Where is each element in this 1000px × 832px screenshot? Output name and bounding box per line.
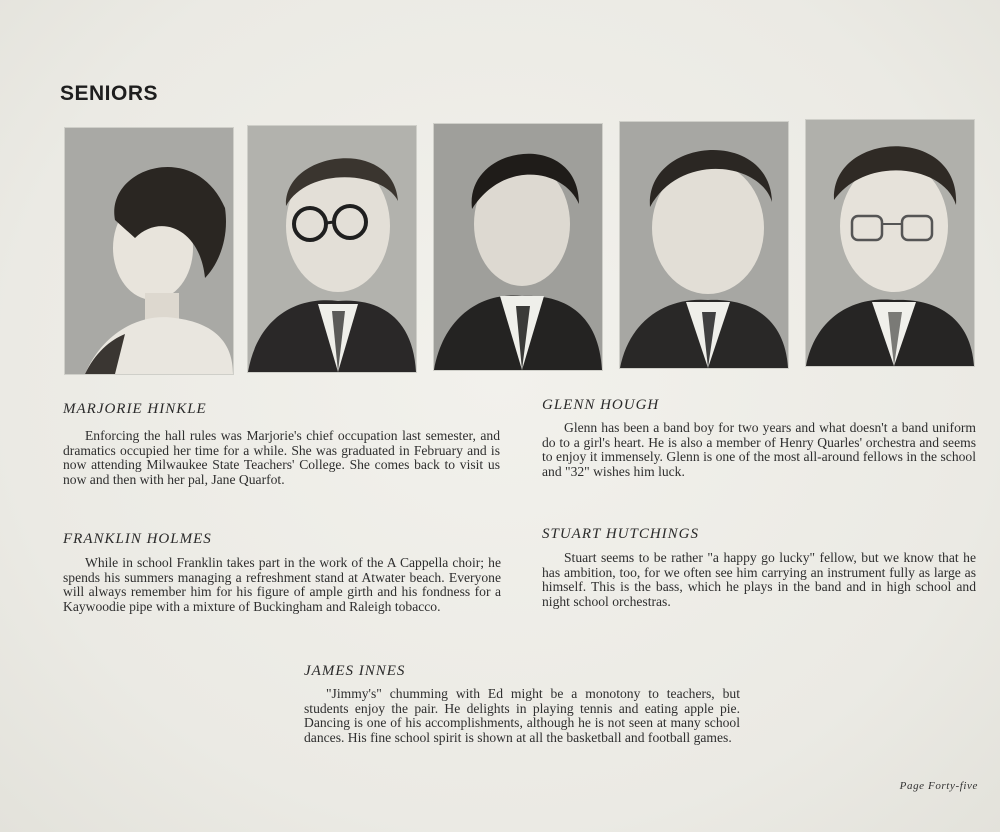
portrait-photo-3 bbox=[434, 124, 602, 370]
senior-bio: Stuart seems to be rather "a happy go lucky" fellow, but we know that he has ambition, too, for we often see him carrying an instrument fully as large as himself. This is the bass, which he plays in the band and in high school and night school orchestras. bbox=[542, 550, 976, 609]
portrait-photo-1 bbox=[65, 128, 233, 374]
senior-name: JAMES INNES bbox=[304, 663, 406, 679]
section-title: SENIORS bbox=[60, 82, 159, 105]
portrait-photo-2 bbox=[248, 126, 416, 372]
page-number: Page Forty-five bbox=[899, 780, 978, 792]
senior-name: FRANKLIN HOLMES bbox=[63, 531, 212, 547]
senior-name: GLENN HOUGH bbox=[542, 397, 660, 413]
senior-bio: While in school Franklin takes part in the work of the A Cappella choir; he spends his summers managing a refreshment stand at Atwater beach. Everyone will always remember him for his figure of ample girth and his fondness for a Kaywoodie pipe with a mixture of Buckingham and Raleigh tobacco. bbox=[63, 555, 501, 614]
senior-bio: Enforcing the hall rules was Marjorie's chief occupation last semester, and dramatics occupied her time for a while. She was graduated in February and is now attending Milwaukee State Teachers' College. She comes back to visit us now and then with her pal, Jane Quarfot. bbox=[63, 428, 500, 487]
senior-name: MARJORIE HINKLE bbox=[63, 401, 207, 417]
senior-bio: "Jimmy's" chumming with Ed might be a monotony to teachers, but students enjoy the pair. He delights in playing tennis and eating apple pie. Dancing is one of his accomplishments, although he is not seen at many school dances. His fine school spirit is shown at all the basketball and football games. bbox=[304, 686, 740, 745]
portrait-photo-5 bbox=[806, 120, 974, 366]
senior-bio: Glenn has been a band boy for two years and what doesn't a band uniform do to a girl's heart. He is also a member of Henry Quarles' orchestra and seems to enjoy it immensely. Glenn is one of the most all-around fellows in the school and "32" wishes him luck. bbox=[542, 420, 976, 479]
portrait-photo-4 bbox=[620, 122, 788, 368]
senior-name: STUART HUTCHINGS bbox=[542, 526, 699, 542]
